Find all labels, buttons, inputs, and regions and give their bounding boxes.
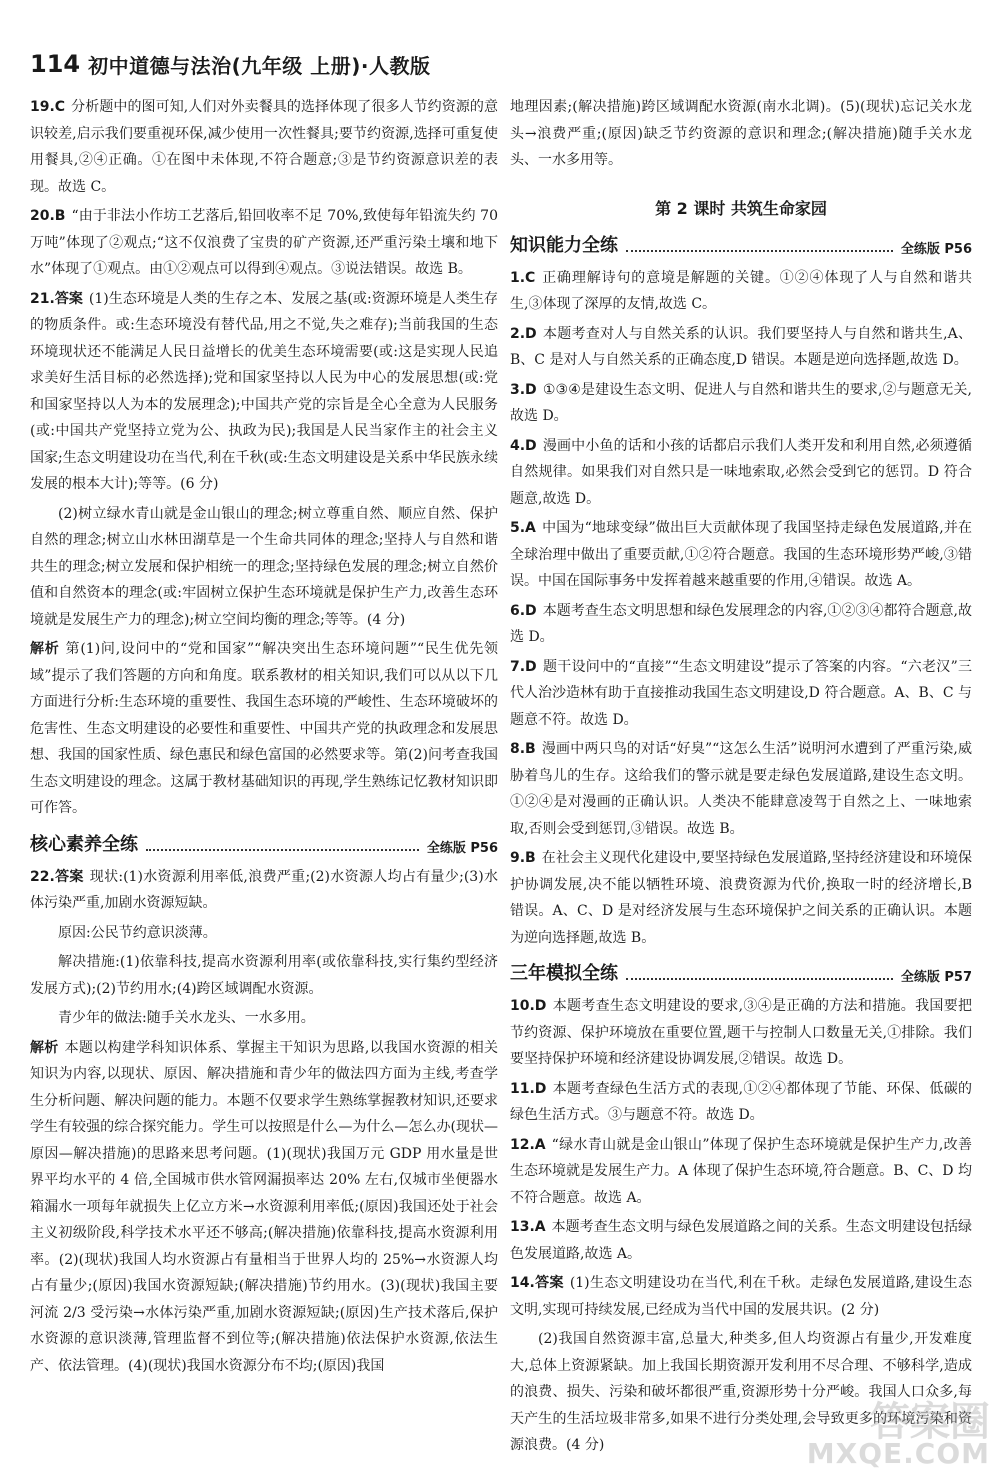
question-text: 本题考查生态文明建设的要求,③④是正确的方法和措施。我国要把节约资源、保护环境放在重要位置,题干与控制人口数量无关,①排除。我们要坚持保护环境和经济建设协调发展,②错误。故选 D。	[510, 998, 972, 1067]
section-ref: 全练版 P57	[900, 970, 972, 985]
question-20	[30, 203, 498, 283]
question-7	[510, 654, 972, 734]
answer-part-3: 解决措施:(1)依靠科技,提高水资源利用率(或依靠科技,实行集约型经济发展方式);(2)节约用水;(4)跨区域调配水资源。	[30, 954, 498, 997]
section-title: 三年模拟全练	[510, 963, 618, 984]
question-text: 本题考查生态文明思想和绿色发展理念的内容,①②③④都符合题意,故选 D。	[510, 602, 972, 645]
question-number: 13.A	[510, 1219, 546, 1235]
question-11	[510, 1076, 972, 1129]
question-text: 本题考查绿色生活方式的表现,①②④都体现了节能、环保、低碳的绿色生活方式。③与题意不符。故选 D。	[510, 1080, 972, 1123]
answer-part-2: (2)我国自然资源丰富,总量大,种类多,但人均资源占有量少,开发难度大,总体上资源紧缺。加上我国长期资源开发利用不尽合理、不够科学,造成的浪费、损失、污染和破坏都很严重,资源形势十分严峻。我国人口众多,每天产生的生活垃圾非常多,如果不进行分类处理,会导致更多的环境污染和资源浪费。(4 分)	[510, 1331, 972, 1453]
analysis-label: 解析	[30, 1039, 59, 1056]
answer-part-1: 现状:(1)水资源利用率低,浪费严重;(2)水资源人均占有量少;(3)水体污染严重,加剧水资源短缺。	[30, 868, 498, 911]
section-title: 核心素养全练	[30, 833, 138, 855]
question-text: “绿水青山就是金山银山”体现了保护生态环境就是保护生产力,改善生态环境就是发展生产力。A 体现了保护生态环境,符合题意。B、C、D 均不符合题意。故选 A。	[510, 1136, 972, 1206]
question-number: 2.D	[510, 325, 537, 342]
section-ref: 全练版 P56	[426, 840, 498, 856]
analysis-22	[30, 1035, 498, 1380]
page-number: 114	[30, 50, 81, 78]
watermark-logo	[806, 1390, 990, 1470]
question-21	[30, 286, 498, 498]
section-knowledge	[510, 231, 972, 257]
question-14	[510, 1270, 972, 1323]
analysis-label: 解析	[30, 641, 60, 657]
question-text: 漫画中小鱼的话和小孩的话都启示我们人类开发和利用自然,必须遵循自然规律。如果我们对自然只是一味地索取,必然会受到它的惩罚。D 符合题意,故选 D。	[510, 437, 972, 507]
question-12	[510, 1132, 972, 1212]
section-core-literacy	[30, 830, 498, 856]
analysis-22-continued: 地理因素;(解决措施)跨区域调配水资源(南水北调)。(5)(现状)忘记关水龙头→浪费严重;(原因)缺乏节约资源的意识和理念;(解决措施)随手关水龙头、一水多用等。	[510, 99, 972, 168]
answer-part-1: (1)生态文明建设功在当代,利在千秋。走绿色发展道路,建设生态文明,实现可持续发展,已经成为当代中国的发展共识。(2 分)	[510, 1275, 972, 1318]
question-text: 本题考查生态文明与绿色发展道路之间的关系。生态文明建设包括绿色发展道路,故选 A。	[510, 1219, 972, 1262]
question-3	[510, 377, 972, 430]
question-number: 6.D	[510, 602, 537, 619]
watermark-line-1: 答案圈	[870, 1399, 990, 1445]
question-2	[510, 321, 972, 374]
question-number: 7.D	[510, 658, 537, 675]
question-10	[510, 993, 972, 1073]
question-4	[510, 433, 972, 513]
analysis-text: 第(1)问,设问中的“党和国家”“解决突出生态环境问题”“民生优先领域”提示了我们答题的方向和角度。联系教材的相关知识,我们可以从以下几方面进行分析:生态环境的重要性、我国生态环境的严峻性、生态环境破坏的危害性、生态文明建设的必要性和重要性、中国共产党的执政理念和发展思想、我国的国家性质、绿色惠民和绿色富国的必然要求等。第(2)问考查我国生态文明建设的理念。这属于教材基础知识的再现,学生熟练记忆教材知识即可作答。	[30, 641, 498, 816]
question-number: 21.答案	[30, 290, 83, 307]
analysis-text: 本题以构建学科知识体系、掌握主干知识为思路,以我国水资源的相关知识为内容,以现状、原因、解决措施和青少年的做法四方面为主线,考查学生分析问题、解决问题的能力。本题不仅要求学生熟练掌握教材知识,还要求学生有较强的综合探究能力。学生可以按照是什么—为什么—怎么办(现状—原因—解决措施)的思路来思考问题。(1)(现状)我国万元 GDP 用水量是世界平均水平的 4 倍,全国城市供水管网漏损率达 20% 左右,仅城市坐便器水箱漏水一项每年就损失上亿立方米→水资源利用率低;(原因)我国还处于社会主义初级阶段,科学技术水平还不够高;(解决措施)依靠科技,提高水资源利用率。(2)(现状)我国人均水资源占有量相当于世界人均的 25%→水资源人均占有量少;(原因)我国水资源短缺;(解决措施)节约用水。(3)(现状)我国主要河流 2/3 受污染→水体污染严重,加剧水资源短缺;(原因)生产技术落后,保护水资源的意识淡薄,管理监督不到位等;(解决措施)依法保护水资源,依法生产、依法管理。(4)(现状)我国水资源分布不均;(原因)我国	[30, 1039, 499, 1374]
question-number: 4.D	[510, 437, 537, 454]
answer-part-2: (2)树立绿水青山就是金山银山的理念;树立尊重自然、顺应自然、保护自然的理念;树立山水林田湖草是一个生命共同体的理念;坚持人与自然和谐共生的理念;树立发展和保护相统一的理念;坚持绿色发展的理念;树立自然价值和自然资本的理念(或:牢固树立保护生态环境就是保护生产力,改善生态环境就是发展生产力的理念);树立空间均衡的理念;等等。(4 分)	[30, 505, 498, 628]
dotted-leader	[146, 849, 419, 851]
question-text: 中国为“地球变绿”做出巨大贡献体现了我国坚持走绿色发展道路,并在全球治理中做出了重要贡献,①②符合题意。我国的生态环境形势严峻,③错误。中国在国际事务中发挥着越来越重要的作用,④错误。故选 A。	[510, 520, 972, 589]
question-9	[510, 845, 972, 951]
question-6	[510, 598, 972, 651]
question-number: 14.答案	[510, 1275, 564, 1291]
section-title: 知识能力全练	[510, 234, 618, 256]
question-19	[30, 94, 498, 200]
question-1	[510, 265, 972, 318]
analysis-21	[30, 636, 498, 822]
question-number: 19.C	[30, 99, 66, 115]
section-ref: 全练版 P56	[900, 241, 972, 257]
page-header	[30, 44, 970, 84]
question-text: 分析题中的图可知,人们对外卖餐具的选择体现了很多人节约资源的意识较差,启示我们要重视环保,减少使用一次性餐具;要节约资源,选择可重复使用餐具,②④正确。①在图中未体现,不符合题意;③是节约资源意识差的表现。故选 C。	[30, 99, 498, 195]
question-5	[510, 515, 972, 595]
question-text: 在社会主义现代化建设中,要坚持绿色发展道路,坚持经济建设和环境保护协调发展,决不能以牺牲环境、浪费资源为代价,换取一时的经济增长,B 错误。A、C、D 是对经济发展与生态环境保护之间关系的正确认识。本题为逆向选择题,故选 B。	[510, 850, 972, 946]
question-8	[510, 736, 972, 842]
question-number: 8.B	[510, 741, 536, 757]
answer-part-4: 青少年的做法:随手关水龙头、一水多用。	[58, 1010, 315, 1026]
question-number: 3.D	[510, 381, 537, 398]
lesson-title: 第 2 课时 共筑生命家园	[655, 198, 827, 218]
question-number: 20.B	[30, 208, 66, 224]
question-number: 9.B	[510, 850, 536, 866]
question-number: 10.D	[510, 998, 547, 1014]
answer-part-1: (1)生态环境是人类的生存之本、发展之基(或:资源环境是人类生存的物质条件。或:生态环境没有替代品,用之不觉,失之难存);当前我国的生态环境现状还不能满足人民日益增长的优美生态环境需要(或:这是实现人民追求美好生活目标的必然选择);党和国家坚持以人民为中心的发展思想(或:党和国家坚持以人为本的发展理念);中国共产党的宗旨是全心全意为人民服务(或:中国共产党坚持立党为公、执政为民);我国是人民当家作主的社会主义国家;生态文明建设功在当代,利在千秋(或:生态文明建设是关系中华民族永续发展的根本大计);等等。(6 分)	[30, 290, 498, 492]
question-text: 漫画中两只鸟的对话“好臭”“这怎么生活”说明河水遭到了严重污染,威胁着鸟儿的生存。这给我们的警示就是要走绿色发展道路,建设生态文明。①②④是对漫画的正确认识。人类决不能肆意凌驾于自然之上、一味地索取,否则会受到惩罚,③错误。故选 B。	[510, 741, 972, 837]
watermark-line-2: MXQE.COM	[806, 1437, 990, 1470]
book-title: 初中道德与法治(九年级 上册)·人教版	[88, 53, 431, 78]
section-three-year	[510, 959, 972, 985]
dotted-leader	[626, 978, 893, 980]
question-number: 5.A	[510, 520, 536, 536]
left-column	[30, 94, 498, 1382]
question-text: “由于非法小作坊工艺落后,铅回收率不足 70%,致使每年铅流失约 70 万吨”体现了②观点;“这不仅浪费了宝贵的矿产资源,还严重污染土壤和地下水”体现了①观点。由①②观点可以得到④观点。③说法错误。故选 B。	[30, 208, 498, 277]
question-text: 本题考查对人与自然关系的认识。我们要坚持人与自然和谐共生,A、B、C 是对人与自然关系的正确态度,D 错误。本题是逆向选择题,故选 D。	[510, 325, 972, 368]
question-13	[510, 1214, 972, 1267]
question-22	[30, 864, 498, 917]
question-text: ①③④是建设生态文明、促进人与自然和谐共生的要求,②与题意无关,故选 D。	[510, 381, 972, 424]
question-number: 12.A	[510, 1136, 546, 1153]
dotted-leader	[626, 250, 893, 252]
right-column	[510, 94, 972, 1462]
question-number: 1.C	[510, 269, 536, 286]
answer-part-2: 原因:公民节约意识淡薄。	[58, 924, 217, 941]
question-number: 22.答案	[30, 868, 84, 885]
question-text: 题干设问中的“直接”“生态文明建设”提示了答案的内容。“六老汉”三代人治沙造林有助于直接推动我国生态文明建设,D 符合题意。A、B、C 与题意不符。故选 D。	[510, 658, 972, 728]
question-number: 11.D	[510, 1080, 547, 1097]
question-text: 正确理解诗句的意境是解题的关键。①②④体现了人与自然和谐共生,③体现了深厚的友情,故选 C。	[510, 269, 972, 312]
